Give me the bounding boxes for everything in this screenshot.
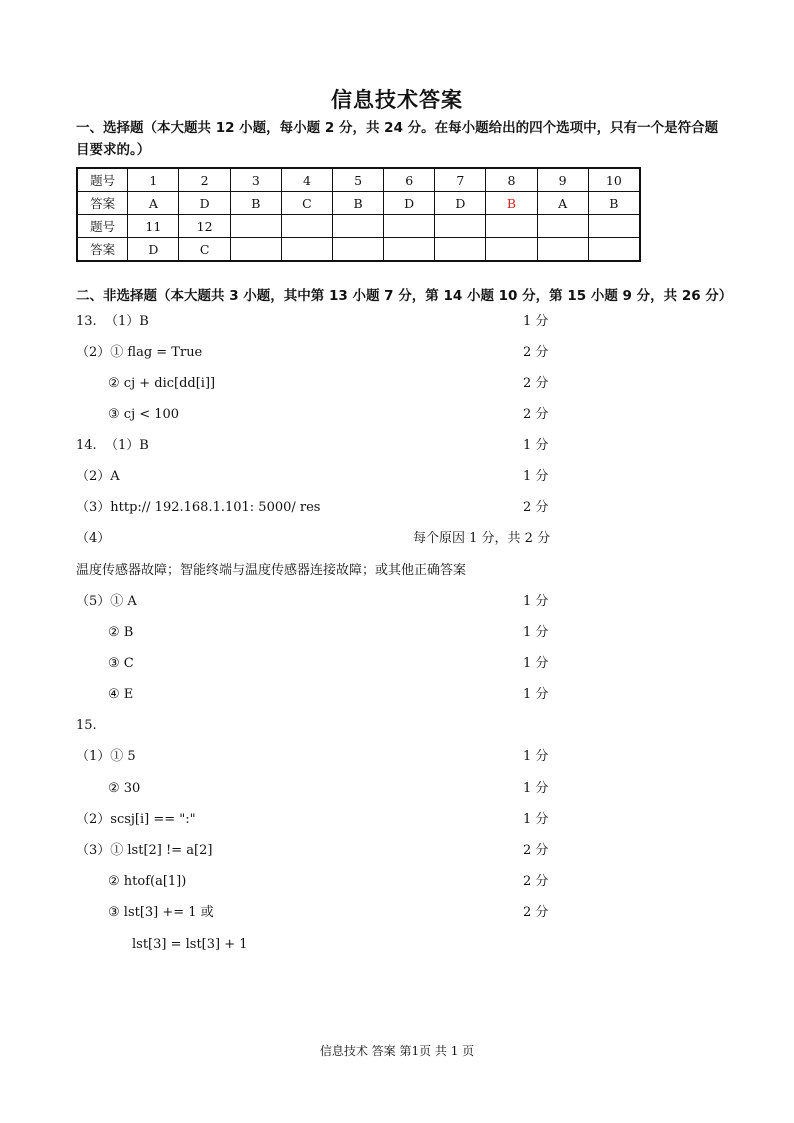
score-14-5-2: 1 分 xyxy=(523,625,549,640)
table-row-numbers-1 xyxy=(77,168,640,192)
question-number: 10 xyxy=(588,168,640,192)
answer-line-14-5-2: ② B xyxy=(108,625,134,640)
score-14-5-1: 1 分 xyxy=(523,594,549,609)
answer-line-15-1-2: ② 30 xyxy=(108,781,141,796)
empty-cell xyxy=(537,215,588,238)
answer-line-14-4-detail: 温度传感器故障；智能终端与温度传感器连接故障；或其他正确答案 xyxy=(76,563,467,578)
section-2-heading: 二、非选择题（本大题共 3 小题，其中第 13 小题 7 分，第 14 小题 10 分，第 15 小题 9 分，共 26 分） xyxy=(76,288,733,304)
question-number: 9 xyxy=(537,168,588,192)
table-row-numbers-2 xyxy=(77,215,640,238)
score-15-3-1: 2 分 xyxy=(523,843,549,858)
answer-line-15-2: （2）scsj[i] == ":" xyxy=(76,812,196,827)
answer-table xyxy=(76,167,641,262)
empty-cell xyxy=(435,215,486,238)
score-14-3: 2 分 xyxy=(523,500,549,515)
empty-cell xyxy=(588,238,640,262)
answer-cell: A xyxy=(537,192,588,215)
empty-cell xyxy=(333,238,384,262)
empty-cell xyxy=(333,215,384,238)
row-label-answer: 答案 xyxy=(77,192,128,215)
answer-cell: D xyxy=(179,192,230,215)
page-title: 信息技术答案 xyxy=(331,88,463,112)
empty-cell xyxy=(230,215,281,238)
answer-line-14-4: （4） xyxy=(76,531,111,546)
score-13-2-2: 2 分 xyxy=(523,376,549,391)
question-number: 2 xyxy=(179,168,230,192)
answer-cell: D xyxy=(435,192,486,215)
question-number: 6 xyxy=(384,168,435,192)
score-14-4: 每个原因 1 分，共 2 分 xyxy=(413,531,551,546)
row-label-number: 题号 xyxy=(77,215,128,238)
empty-cell xyxy=(435,238,486,262)
question-number: 11 xyxy=(128,215,179,238)
empty-cell xyxy=(281,238,332,262)
empty-cell xyxy=(281,215,332,238)
score-15-2: 1 分 xyxy=(523,812,549,827)
empty-cell xyxy=(384,215,435,238)
answer-line-15: 15. xyxy=(76,718,97,733)
score-15-3-3: 2 分 xyxy=(523,905,549,920)
answer-line-15-1-1: （1）① 5 xyxy=(76,749,136,764)
answer-cell: C xyxy=(281,192,332,215)
score-13-1: 1 分 xyxy=(523,314,549,329)
answer-line-13-2-3: ③ cj < 100 xyxy=(108,407,180,422)
score-14-1: 1 分 xyxy=(523,438,549,453)
answer-cell: D xyxy=(128,238,179,262)
row-label-number: 题号 xyxy=(77,168,128,192)
question-number: 8 xyxy=(486,168,537,192)
answer-cell-highlighted: B xyxy=(486,192,537,215)
table-row-answers-2 xyxy=(77,238,640,262)
answer-cell: B xyxy=(230,192,281,215)
score-14-5-3: 1 分 xyxy=(523,656,549,671)
table-row-answers-1 xyxy=(77,192,640,215)
row-label-answer: 答案 xyxy=(77,238,128,262)
answer-line-13-2-2: ② cj + dic[dd[i]] xyxy=(108,376,216,391)
score-14-5-4: 1 分 xyxy=(523,687,549,702)
score-14-2: 1 分 xyxy=(523,469,549,484)
score-15-1-2: 1 分 xyxy=(523,781,549,796)
score-13-2-3: 2 分 xyxy=(523,407,549,422)
answer-line-15-3-3-alt: lst[3] = lst[3] + 1 xyxy=(132,937,248,952)
empty-cell xyxy=(537,238,588,262)
empty-cell xyxy=(384,238,435,262)
question-number: 4 xyxy=(281,168,332,192)
score-15-1-1: 1 分 xyxy=(523,749,549,764)
answer-line-14-5-4: ④ E xyxy=(108,687,134,702)
answer-line-14-3: （3）http:// 192.168.1.101: 5000/ res xyxy=(76,500,321,515)
answer-line-14-1: 14. （1）B xyxy=(76,438,149,453)
answer-cell: D xyxy=(384,192,435,215)
answer-line-15-3-2: ② htof(a[1]) xyxy=(108,874,187,889)
question-number: 12 xyxy=(179,215,230,238)
answer-cell: C xyxy=(179,238,230,262)
answer-cell: B xyxy=(588,192,640,215)
empty-cell xyxy=(486,238,537,262)
answer-line-14-2: （2）A xyxy=(76,469,120,484)
empty-cell xyxy=(486,215,537,238)
question-number: 3 xyxy=(230,168,281,192)
page-footer: 信息技术 答案 第1页 共 1 页 xyxy=(319,1044,475,1058)
section-1-heading-line-2: 目要求的。） xyxy=(76,142,151,158)
answer-line-13-1: 13. （1）B xyxy=(76,314,149,329)
answer-cell: A xyxy=(128,192,179,215)
section-1-heading-line-1: 一、选择题（本大题共 12 小题，每小题 2 分，共 24 分。在每小题给出的四个选项中，只有一个是符合题 xyxy=(76,120,719,136)
answer-line-14-5-1: （5）① A xyxy=(76,594,137,609)
empty-cell xyxy=(588,215,640,238)
question-number: 5 xyxy=(333,168,384,192)
answer-line-13-2-1: （2）① flag = True xyxy=(76,345,203,360)
question-number: 7 xyxy=(435,168,486,192)
question-number: 1 xyxy=(128,168,179,192)
answer-line-14-5-3: ③ C xyxy=(108,656,134,671)
answer-line-15-3-3: ③ lst[3] += 1 或 xyxy=(108,905,214,920)
section-1-heading xyxy=(76,117,736,161)
answer-cell: B xyxy=(333,192,384,215)
empty-cell xyxy=(230,238,281,262)
score-13-2-1: 2 分 xyxy=(523,345,549,360)
score-15-3-2: 2 分 xyxy=(523,874,549,889)
answer-line-15-3-1: （3）① lst[2] != a[2] xyxy=(76,843,213,858)
